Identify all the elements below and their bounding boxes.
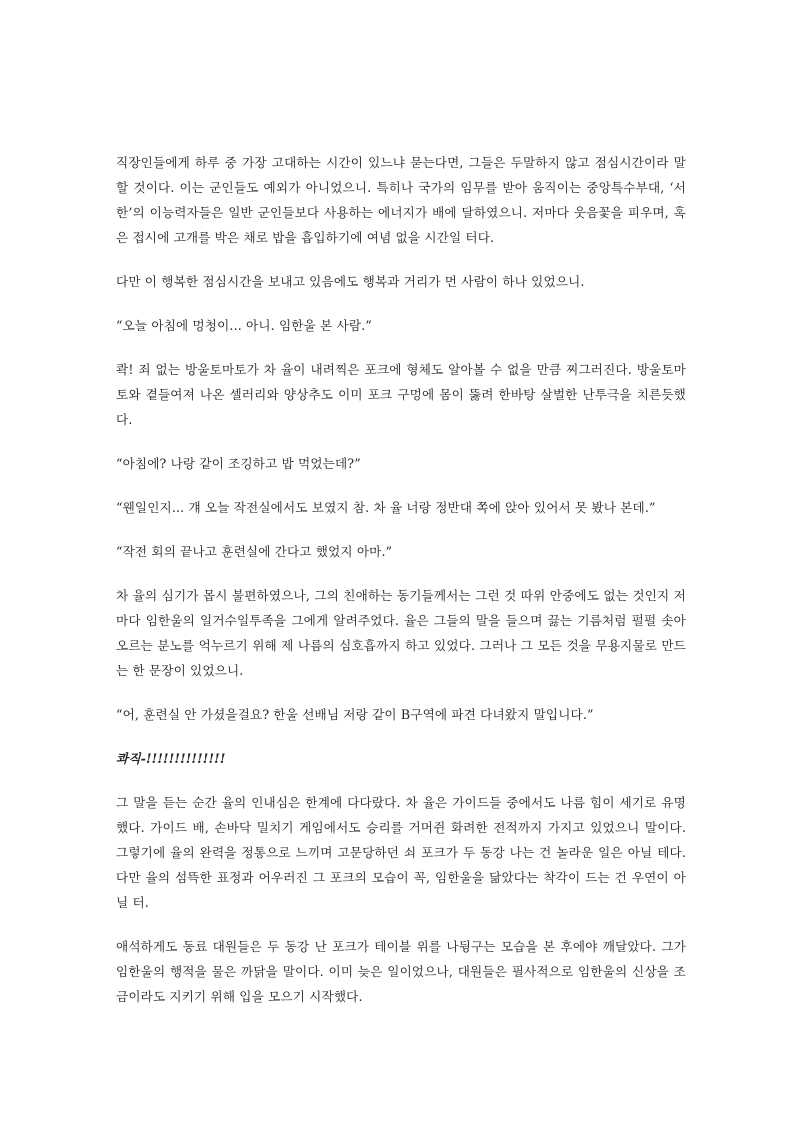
sound-effect: 콰직-!!!!!!!!!!!!!! — [116, 751, 226, 766]
dialogue-2: “아침에? 나랑 같이 조깅하고 밥 먹었는데?” — [116, 456, 361, 471]
dialogue-4: “작전 회의 끝나고 훈련실에 간다고 했었지 아마.” — [116, 544, 393, 559]
dialogue-3: “웬일인지... 걔 오늘 작전실에서도 보였지 참. 차 율 너랑 정반대 쪽에 앉아 있어서 못 봤나 본데.” — [116, 500, 656, 515]
paragraph-1: 직장인들에게 하루 중 가장 고대하는 시간이 있느냐 묻는다면, 그들은 두말하지 않고 점심시간이라 말할 것이다. 이는 군인들도 예외가 아니었으니. 특히나 국가의 임무를 받아 움직이는 중앙특수부대, ‘서한’의 이능력자들은 일반 군인들보다 사용하는 에너지가 배에 달하였으니. 저마다 웃음꽃을 피우며, 혹은 접시에 고개를 박은 채로 밥을 흡입하기에 여념 없을 시간일 터다. — [116, 155, 686, 245]
story-body — [116, 150, 686, 1028]
paragraph-6: 애석하게도 동료 대원들은 두 동강 난 포크가 테이블 위를 나뒹구는 모습을 본 후에야 깨달았다. 그가 임한울의 행적을 물은 까닭을 말이다. 이미 늦은 일이었으나, 대원들은 필사적으로 임한울의 신상을 조금이라도 지키기 위해 입을 모으기 시작했다. — [116, 939, 686, 1004]
paragraph-4: 차 율의 심기가 몹시 불편하였으나, 그의 친애하는 동기들께서는 그런 것 따위 안중에도 없는 것인지 저마다 임한울의 일거수일투족을 그에게 알려주었다. 율은 그들의 말을 들으며 끓는 기름처럼 펄펄 솟아오르는 분노를 억누르기 위해 제 나름의 심호흡까지 하고 있었다. 그러나 그 모든 것을 무용지물로 만드는 한 문장이 있었으니. — [116, 588, 686, 678]
paragraph-3: 콱! 죄 없는 방울토마토가 차 율이 내려찍은 포크에 형체도 알아볼 수 없을 만큼 찌그러진다. 방울토마토와 곁들여져 나온 셀러리와 양상추도 이미 포크 구멍에 몸이 뚫려 한바탕 살벌한 난투극을 치른듯했다. — [116, 362, 686, 427]
dialogue-1: “오늘 아침에 멍청이... 아니. 임한울 본 사람.” — [116, 318, 372, 333]
paragraph-2: 다만 이 행복한 점심시간을 보내고 있음에도 행복과 거리가 먼 사람이 하나 있었으니. — [116, 274, 585, 289]
paragraph-5: 그 말을 듣는 순간 율의 인내심은 한계에 다다랐다. 차 율은 가이드들 중에서도 나름 힘이 세기로 유명했다. 가이드 배, 손바닥 밀치기 게임에서도 승리를 거머쥔 화려한 전적까지 가지고 있었으니 말이다. 그렇기에 율의 완력을 정통으로 느끼며 고문당하던 쇠 포크가 두 동강 나는 건 놀라운 일은 아닐 테다. 다만 율의 섬뜩한 표정과 어우러진 그 포크의 모습이 꼭, 임한울을 닮았다는 착각이 드는 건 우연이 아닐 터. — [116, 795, 686, 910]
dialogue-5: “어, 훈련실 안 가셨을걸요? 한울 선배님 저랑 같이 B구역에 파견 다녀왔지 말입니다.” — [116, 707, 594, 722]
